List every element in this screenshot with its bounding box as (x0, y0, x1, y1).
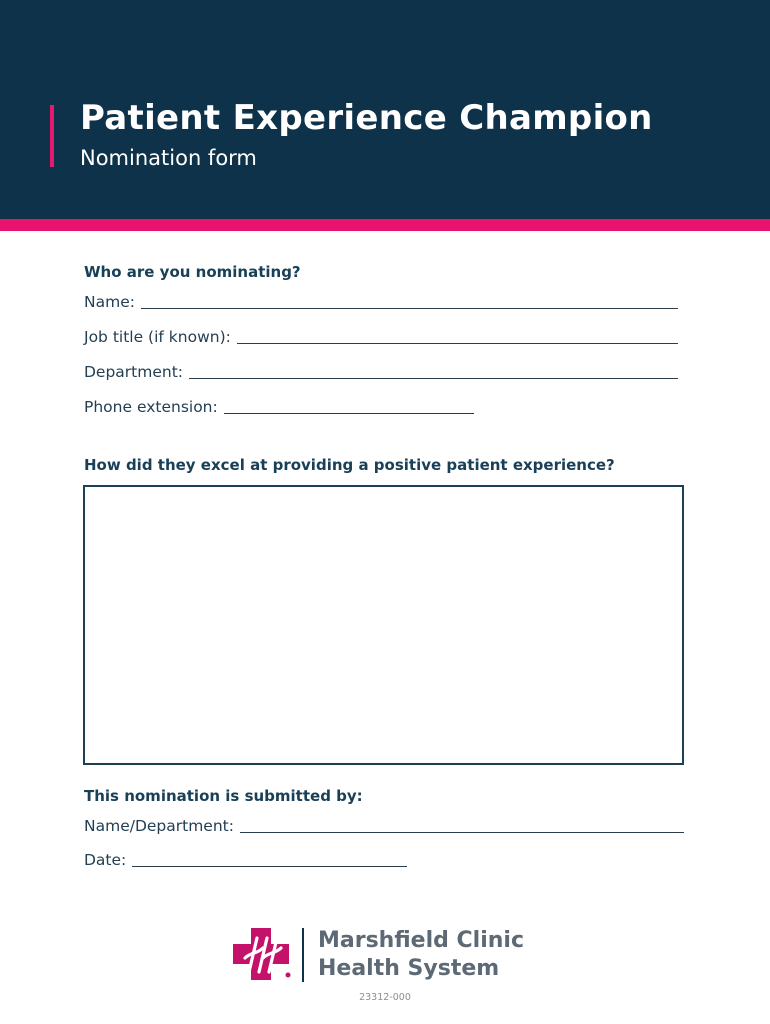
logo-divider (302, 928, 304, 982)
nominee-section-heading: Who are you nominating? (84, 263, 301, 281)
marshfield-clinic-logo-icon (233, 928, 293, 980)
header-accent-bar (50, 105, 54, 167)
submitter-name-department-input[interactable] (240, 816, 684, 833)
form-code: 23312-000 (359, 992, 411, 1003)
submitter-name-department-field[interactable] (84, 814, 684, 836)
nominee-job-title-field[interactable] (84, 325, 678, 347)
nominee-name-input[interactable] (141, 292, 678, 309)
nominee-name-label: Name: (84, 293, 135, 311)
excel-response-textbox[interactable] (83, 485, 684, 765)
page-subtitle: Nomination form (80, 146, 257, 170)
nominee-department-label: Department: (84, 363, 184, 381)
nominee-name-field[interactable] (84, 290, 678, 312)
submitter-section-heading: This nomination is submitted by: (84, 787, 363, 805)
excel-section-heading: How did they excel at providing a positive patient experience? (84, 456, 615, 474)
nominee-phone-extension-field[interactable] (84, 395, 474, 417)
header-banner (0, 0, 770, 219)
nominee-department-input[interactable] (189, 362, 678, 379)
logo-text-line2: Health System (318, 956, 500, 981)
logo-text-line1: Marshfield Clinic (318, 928, 524, 953)
page-title: Patient Experience Champion (80, 98, 653, 138)
submitter-name-department-label: Name/Department: (84, 817, 234, 835)
header-pink-divider (0, 219, 770, 231)
nominee-department-field[interactable] (84, 360, 678, 382)
submitter-date-label: Date: (84, 851, 127, 869)
nominee-phone-extension-input[interactable] (224, 397, 474, 414)
nominee-phone-extension-label: Phone extension: (84, 398, 218, 416)
nominee-job-title-label: Job title (if known): (84, 328, 231, 346)
submitter-date-input[interactable] (132, 850, 407, 867)
nominee-job-title-input[interactable] (237, 327, 678, 344)
submitter-date-field[interactable] (84, 848, 407, 870)
